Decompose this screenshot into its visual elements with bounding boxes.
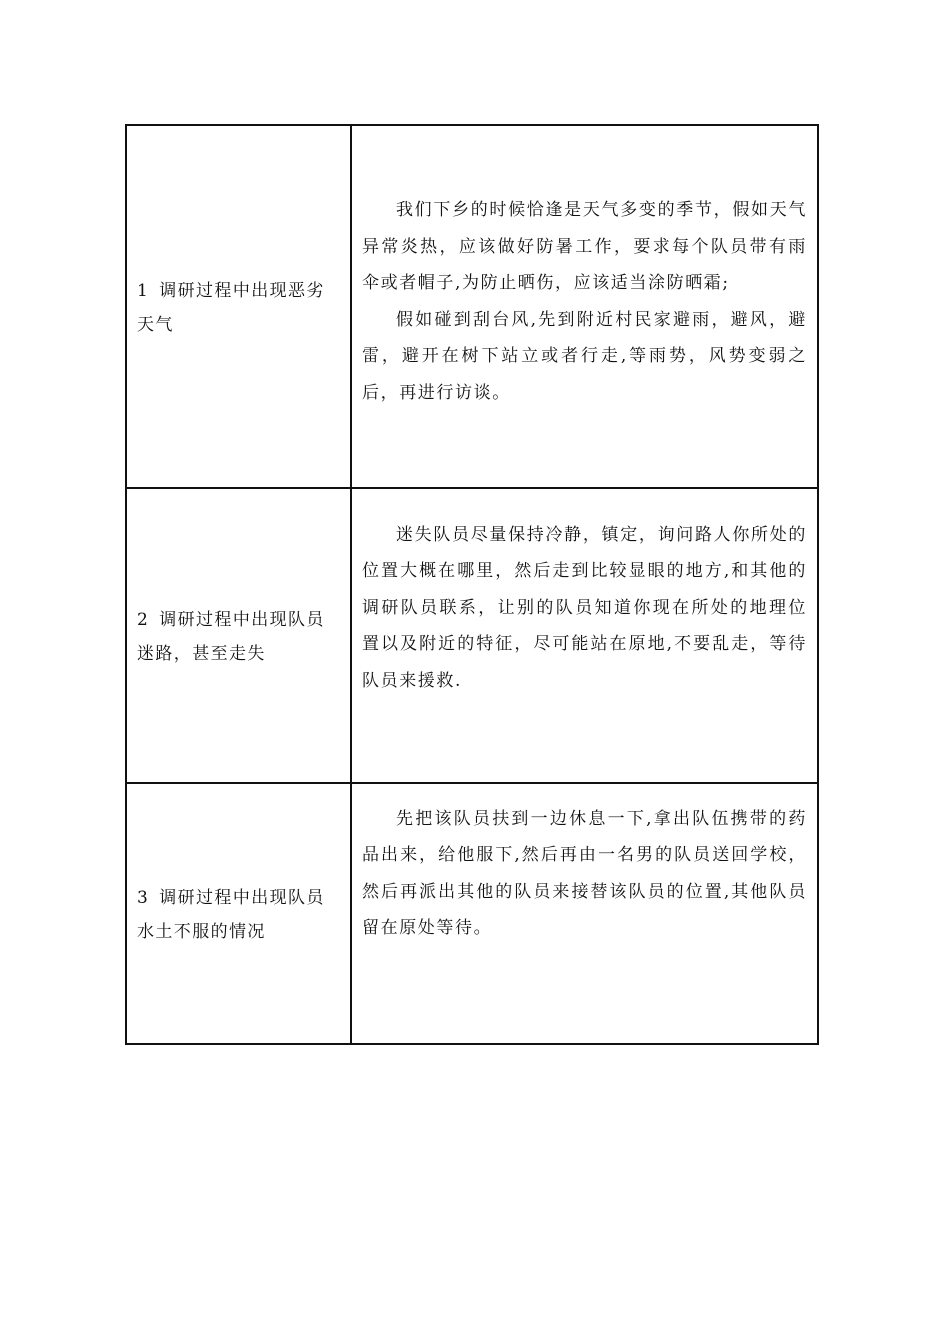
risk-measures-table bbox=[125, 124, 819, 1045]
measure-cell bbox=[351, 125, 818, 488]
row-number: 2 bbox=[137, 609, 150, 630]
risk-description: 调研过程中出现恶劣天气 bbox=[137, 280, 325, 335]
measure-paragraph: 先把该队员扶到一边休息一下,拿出队伍携带的药品出来，给他服下,然后再由一名男的队员送回学校，然后再派出其他的队员来接替该队员的位置,其他队员留在原处等待。 bbox=[362, 808, 807, 938]
risk-text bbox=[137, 601, 342, 671]
table-row bbox=[126, 488, 818, 783]
risk-cell bbox=[126, 125, 351, 488]
risk-cell bbox=[126, 783, 351, 1044]
table-row bbox=[126, 125, 818, 488]
risk-description: 调研过程中出现队员水土不服的情况 bbox=[137, 887, 325, 942]
risk-cell bbox=[126, 488, 351, 783]
row-number: 3 bbox=[137, 887, 150, 908]
measure-paragraph: 迷失队员尽量保持冷静，镇定，询问路人你所处的位置大概在哪里，然后走到比较显眼的地方,和其他的调研队员联系，让别的队员知道你现在所处的地理位置以及附近的特征，尽可能站在原地,不要乱走，等待队员来援救. bbox=[362, 524, 807, 691]
row-number: 1 bbox=[137, 280, 150, 301]
risk-text bbox=[137, 272, 342, 342]
measure-cell bbox=[351, 783, 818, 1044]
table-row bbox=[126, 783, 818, 1044]
risk-text bbox=[137, 879, 342, 949]
measure-paragraph: 我们下乡的时候恰逢是天气多变的季节，假如天气异常炎热，应该做好防暑工作，要求每个队员带有雨伞或者帽子,为防止晒伤，应该适当涂防晒霜; bbox=[362, 200, 807, 293]
risk-description: 调研过程中出现队员迷路，甚至走失 bbox=[137, 609, 325, 664]
measure-cell bbox=[351, 488, 818, 783]
measure-paragraph: 假如碰到刮台风,先到附近村民家避雨，避风，避雷，避开在树下站立或者行走,等雨势，风势变弱之后，再进行访谈。 bbox=[362, 309, 807, 403]
